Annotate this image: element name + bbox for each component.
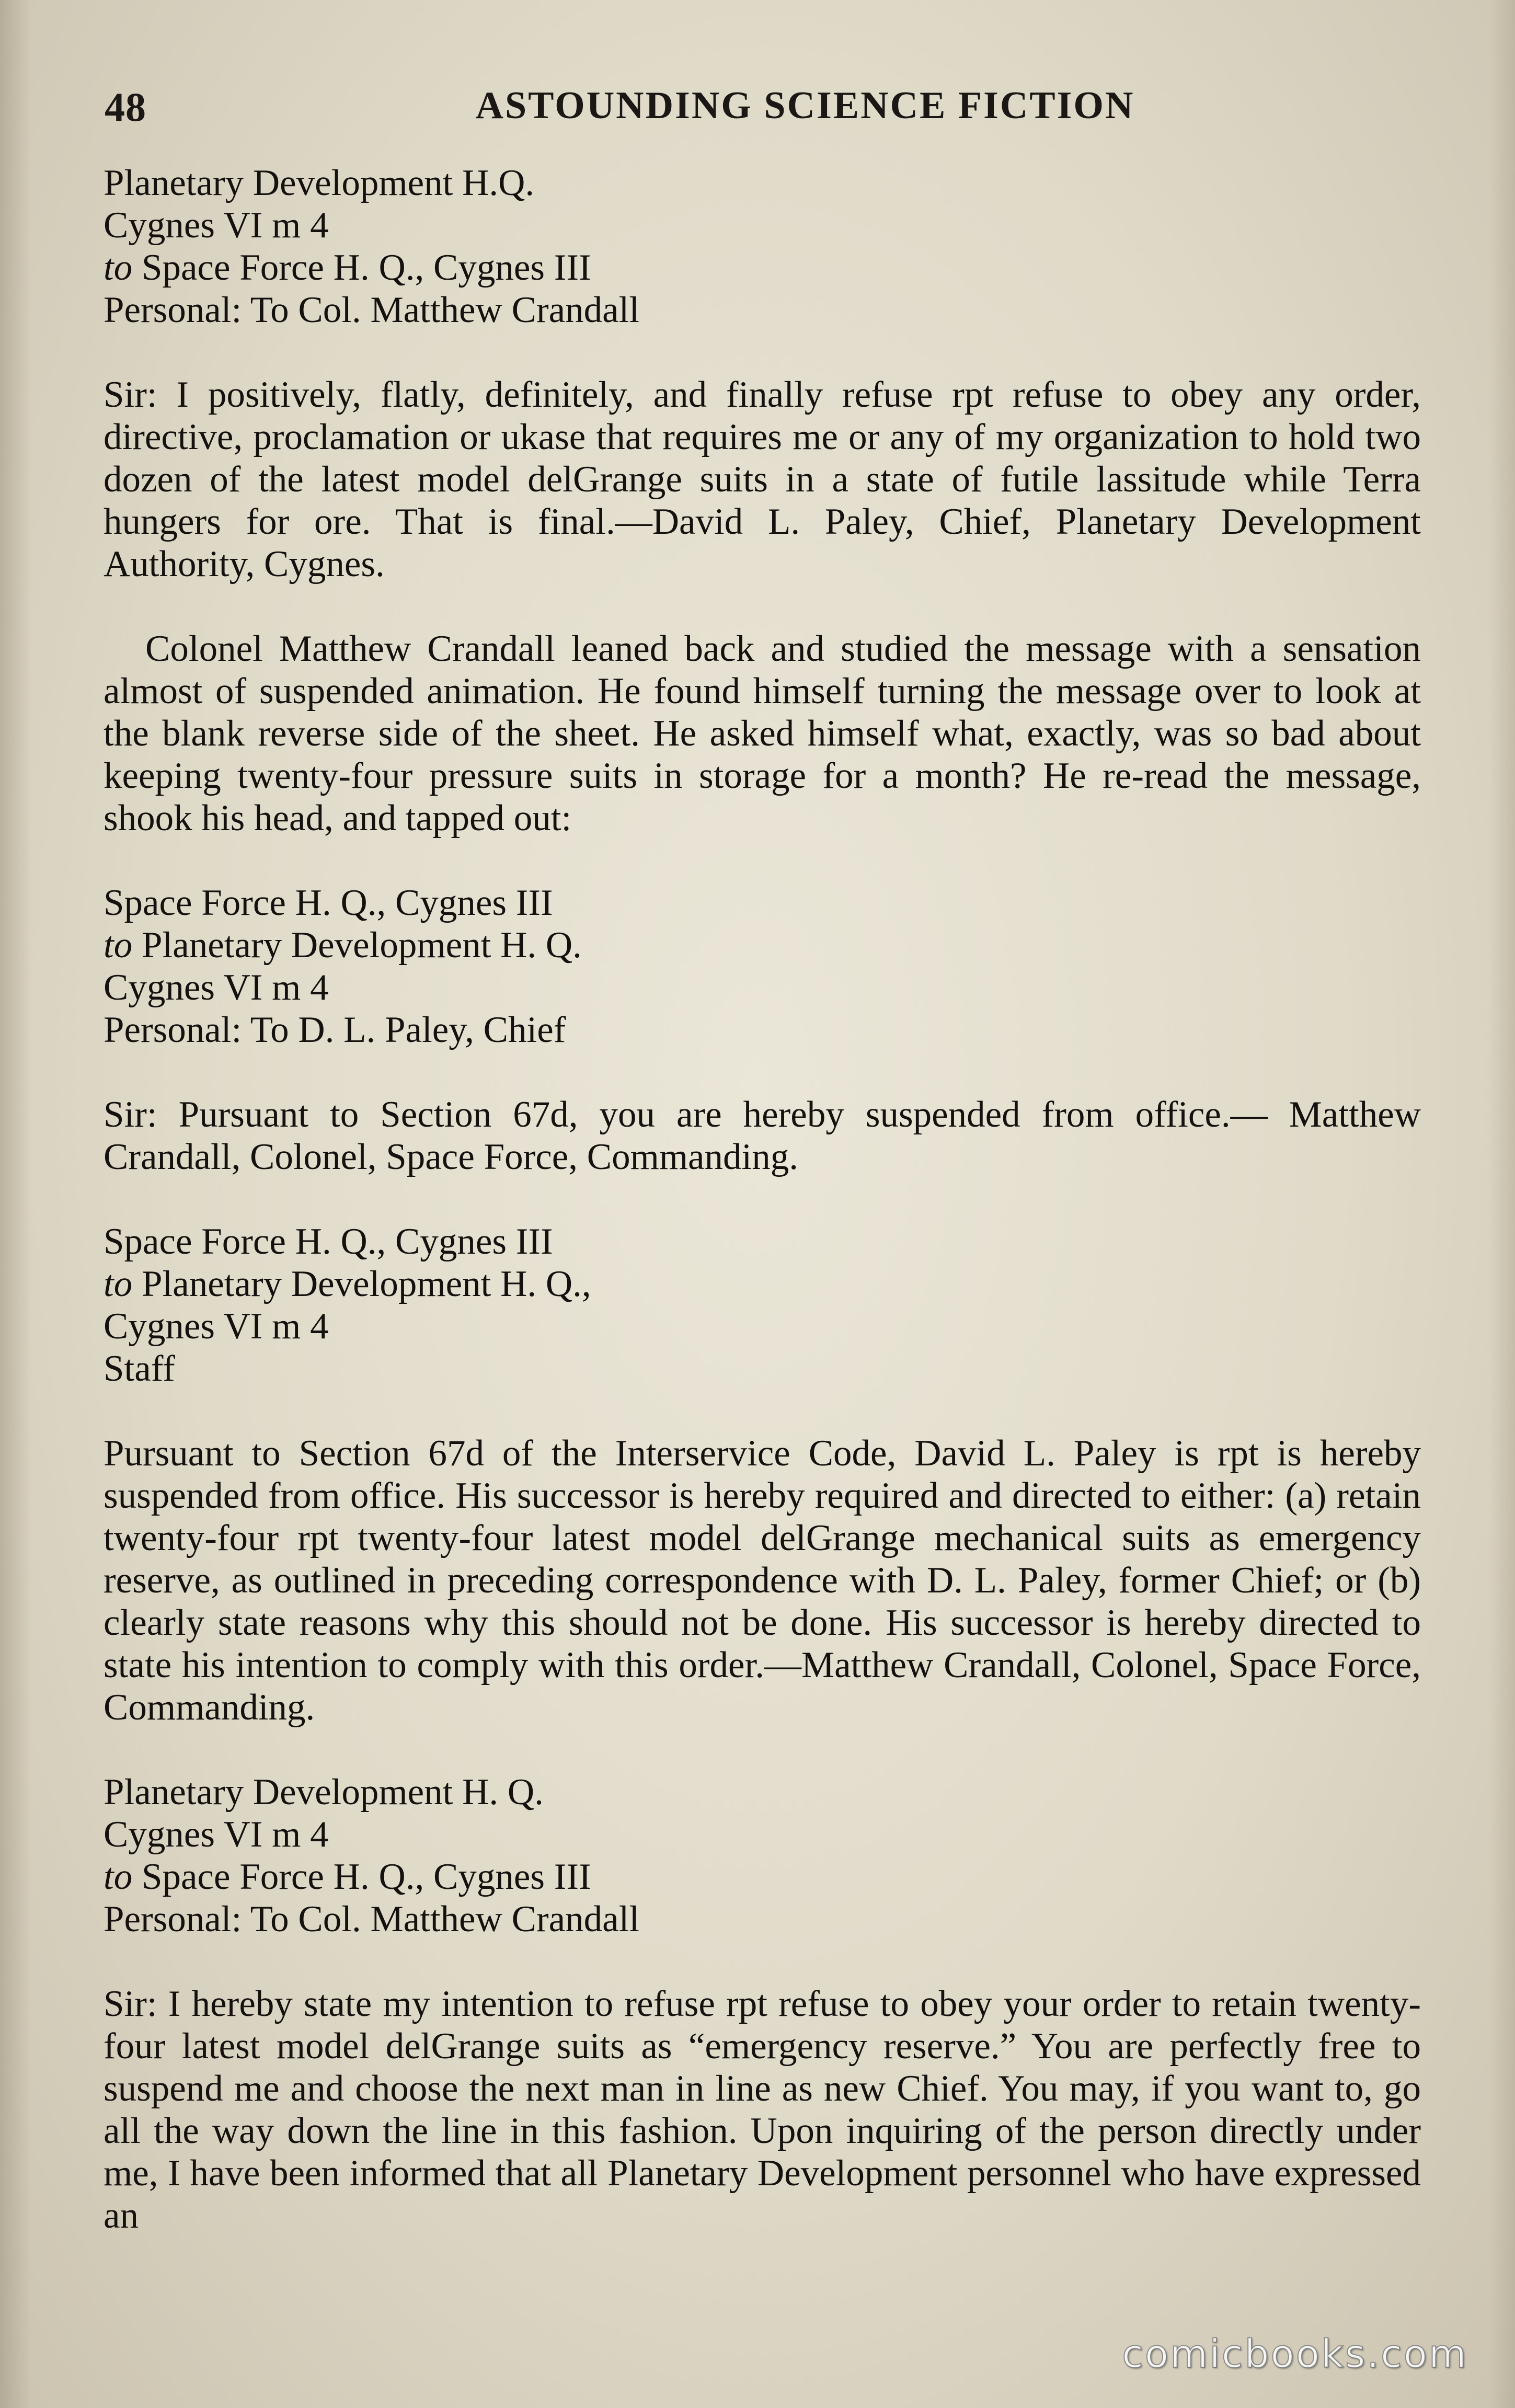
address-text: Personal: To Col. Matthew Crandall <box>104 290 640 330</box>
address-line <box>104 204 1421 247</box>
address-text: Staff <box>104 1348 175 1389</box>
address-text: Planetary Development H.Q. <box>104 163 535 203</box>
page-body <box>104 162 1421 2237</box>
block-spacer <box>104 331 1421 374</box>
address-text: Space Force H. Q., Cygnes III <box>104 882 553 923</box>
address-line <box>104 1856 1421 1898</box>
address-line <box>104 1898 1421 1941</box>
message-address-block <box>104 162 1421 331</box>
address-line <box>104 1305 1421 1348</box>
address-text: Cygnes VI m 4 <box>104 967 329 1008</box>
message-address-block <box>104 882 1421 1051</box>
block-spacer <box>104 1178 1421 1221</box>
address-text: Space Force H. Q., Cygnes III <box>104 1221 553 1262</box>
address-text: Space Force H. Q., Cygnes III <box>132 247 591 288</box>
address-to-word: to <box>104 925 133 966</box>
message-paragraph: Sir: I positively, flatly, definitely, and finally refuse rpt refuse to obey any order, directive, proclamation or ukase that requires me or any of my organization to hold two dozen of the latest model delGrange suits in a state of futile lassitude while Terra hungers for ore. That is final.—David L. Paley, Chief, Planetary Development Authority, Cygnes. <box>104 374 1421 584</box>
message-paragraph: Sir: I hereby state my intention to refuse rpt refuse to obey your order to retain twenty-four latest model delGrange suits as “emergency reserve.” You are perfectly free to suspend me and choose the next man in line as new Chief. You may, if you want to, go all the way down the line in this fashion. Upon inquiring of the person directly under me, I have been informed that all Planetary Development personnel who have expressed an <box>104 1983 1421 2236</box>
address-line <box>104 1771 1421 1814</box>
message-paragraph: Sir: Pursuant to Section 67d, you are hereby suspended from office.— Matthew Crandall, Colonel, Space Force, Commanding. <box>104 1094 1421 1177</box>
address-text: Planetary Development H. Q., <box>132 1264 591 1304</box>
address-line <box>104 967 1421 1009</box>
address-line <box>104 882 1421 924</box>
address-line <box>104 162 1421 204</box>
narrative-paragraph: Colonel Matthew Crandall leaned back and studied the message with a sensation almost of suspended animation. He found himself turning the message over to look at the blank reverse side of the sheet. He asked himself what, exactly, was so bad about keeping twenty-four pressure suits in storage for a month? He re-read the message, shook his head, and tapped out: <box>104 628 1421 839</box>
address-text: Personal: To Col. Matthew Crandall <box>104 1899 640 1940</box>
page-number: 48 <box>105 84 146 130</box>
watermark-logo: comicbooks.com <box>1122 2332 1468 2377</box>
address-line <box>104 1009 1421 1051</box>
address-line <box>104 289 1421 331</box>
address-text: Planetary Development H. Q. <box>132 925 582 966</box>
address-text: Cygnes VI m 4 <box>104 1306 329 1347</box>
running-title: ASTOUNDING SCIENCE FICTION <box>475 84 1135 127</box>
address-line <box>104 1348 1421 1390</box>
address-text: Planetary Development H. Q. <box>104 1772 544 1813</box>
address-line <box>104 924 1421 967</box>
message-address-block <box>104 1771 1421 1941</box>
address-text: Personal: To D. L. Paley, Chief <box>104 1010 566 1050</box>
address-text: Cygnes VI m 4 <box>104 205 329 246</box>
address-line <box>104 1814 1421 1856</box>
block-spacer <box>104 1390 1421 1432</box>
block-spacer <box>104 1051 1421 1094</box>
block-spacer <box>104 1941 1421 1983</box>
block-spacer <box>104 1729 1421 1771</box>
address-text: Cygnes VI m 4 <box>104 1814 329 1855</box>
address-to-word: to <box>104 247 133 288</box>
block-spacer <box>104 586 1421 628</box>
address-text: Space Force H. Q., Cygnes III <box>132 1856 591 1897</box>
block-spacer <box>104 840 1421 882</box>
page-header <box>105 84 1422 136</box>
address-to-word: to <box>104 1856 133 1897</box>
message-paragraph: Pursuant to Section 67d of the Interservice Code, David L. Paley is rpt is hereby suspended from office. His successor is hereby required and directed to either: (a) retain twenty-four rpt twenty-four latest model delGrange mechanical suits as emergency reserve, as outlined in preceding correspondence with D. L. Paley, former Chief; or (b) clearly state reasons why this should not be done. His successor is hereby directed to state his intention to comply with this order.—Matthew Crandall, Colonel, Space Force, Commanding. <box>104 1433 1421 1728</box>
address-to-word: to <box>104 1264 133 1304</box>
address-line <box>104 247 1421 289</box>
message-address-block <box>104 1221 1421 1390</box>
address-line <box>104 1221 1421 1263</box>
address-line <box>104 1263 1421 1305</box>
